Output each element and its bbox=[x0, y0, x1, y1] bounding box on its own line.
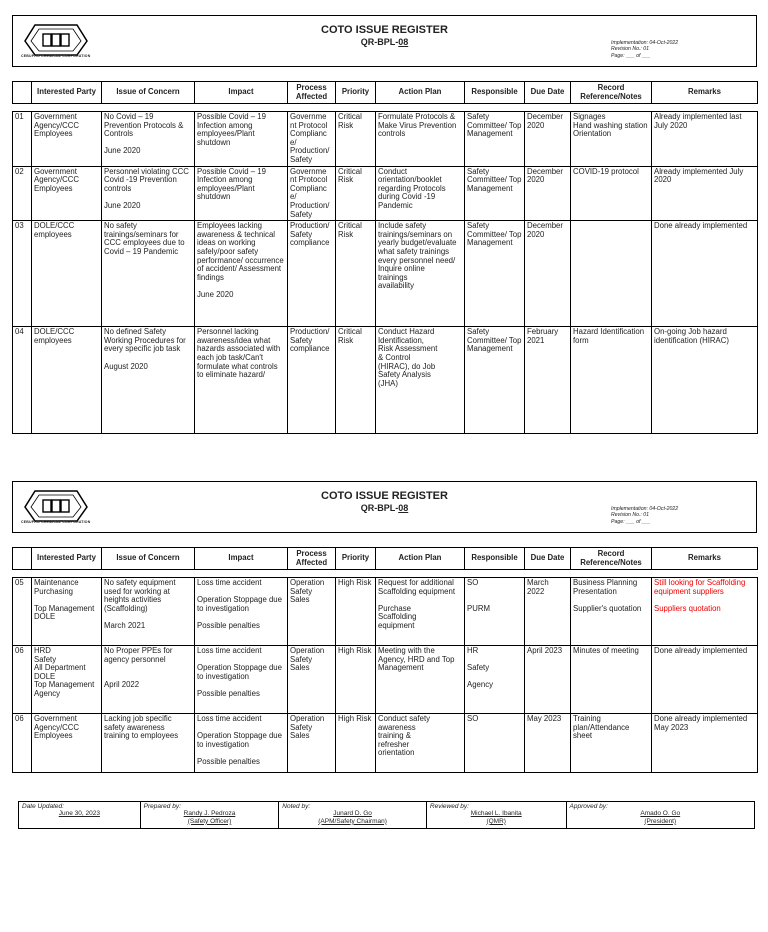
register-title: COTO ISSUE REGISTER bbox=[321, 490, 448, 502]
col-header-remarks: Remarks bbox=[652, 548, 758, 570]
signature-footer bbox=[18, 801, 755, 829]
cell-process-affected: Operation Safety Sales bbox=[288, 578, 336, 646]
col-header-issue-of-concern: Issue of Concern bbox=[102, 548, 195, 570]
cell-record-reference: COVID-19 protocol bbox=[571, 166, 652, 221]
col-header-no bbox=[13, 82, 32, 104]
cell-no: 06 bbox=[13, 714, 32, 773]
cell-interested-party: Government Agency/CCC Employees bbox=[32, 112, 102, 167]
cell-impact: Loss time accident Operation Stoppage due to investigation Possible penalties bbox=[195, 646, 288, 714]
cell-remarks: Already implemented July 2020 bbox=[652, 166, 758, 221]
footer-approved-by: Approved by: Amado O. Go (President) bbox=[569, 803, 681, 825]
cell-responsible: Safety Committee/ Top Management bbox=[465, 221, 525, 327]
cell-due-date: December 2020 bbox=[525, 166, 571, 221]
cell-issue-of-concern: Lacking job specific safety awareness training to employees bbox=[102, 714, 195, 773]
cell-responsible: Safety Committee/ Top Management bbox=[465, 166, 525, 221]
cell-priority: Critical Risk bbox=[336, 112, 376, 167]
footer-reviewed-by: Reviewed by: Michael L. Ibanita (QMR) bbox=[427, 802, 567, 828]
cell-remarks: Done already implemented bbox=[652, 221, 758, 327]
cell-no: 01 bbox=[13, 112, 32, 167]
col-header-interested-party: Interested Party bbox=[32, 548, 102, 570]
col-header-impact: Impact bbox=[195, 548, 288, 570]
issue-table-1 bbox=[12, 81, 758, 434]
cell-action-plan: Meeting with the Agency, HRD and Top Management bbox=[376, 646, 465, 714]
col-header-impact: Impact bbox=[195, 82, 288, 104]
cell-remarks: Done already implemented bbox=[652, 646, 758, 714]
cell-issue-of-concern: No Proper PPEs for agency personnel April 2022 bbox=[102, 646, 195, 714]
cell-responsible: Safety Committee/ Top Management bbox=[465, 112, 525, 167]
cell-remarks: Already implemented last July 2020 bbox=[652, 112, 758, 167]
cell-priority: High Risk bbox=[336, 578, 376, 646]
cell-issue-of-concern: No safety trainings/seminars for CCC employees due to Covid – 19 Pandemic bbox=[102, 221, 195, 327]
col-header-action-plan: Action Plan bbox=[376, 548, 465, 570]
cell-interested-party: Government Agency/CCC Employees bbox=[32, 714, 102, 773]
spacer-row bbox=[13, 570, 758, 578]
cell-responsible: SO PURM bbox=[465, 578, 525, 646]
cell-priority: High Risk bbox=[336, 714, 376, 773]
cell-action-plan: Conduct safety awareness training & refresher orientation bbox=[376, 714, 465, 773]
cell-issue-of-concern: No defined Safety Working Procedures for every specific job task August 2020 bbox=[102, 327, 195, 434]
cell-due-date: December 2020 bbox=[525, 221, 571, 327]
cell-action-plan: Conduct orientation/booklet regarding Protocols during Covid -19 Pandemic bbox=[376, 166, 465, 221]
table-row bbox=[13, 221, 758, 327]
cell-due-date: April 2023 bbox=[525, 646, 571, 714]
cell-interested-party: DOLE/CCC employees bbox=[32, 327, 102, 434]
logo-caption: CEBUPRO CHEMICAL CORPORATION bbox=[21, 54, 91, 58]
footer-date-updated: Date Updated: June 30, 2023 bbox=[19, 802, 141, 828]
cell-issue-of-concern: No Covid – 19 Prevention Protocols & Controls June 2020 bbox=[102, 112, 195, 167]
cell-remarks: On-going Job hazard identification (HIRAC) bbox=[652, 327, 758, 434]
cell-record-reference: Training plan/Attendance sheet bbox=[571, 714, 652, 773]
table-row bbox=[13, 112, 758, 167]
register-header-1 bbox=[12, 15, 757, 67]
cell-impact: Loss time accident Operation Stoppage due to investigation Possible penalties bbox=[195, 714, 288, 773]
col-header-responsible: Responsible bbox=[465, 82, 525, 104]
table-row bbox=[13, 327, 758, 434]
cell-action-plan: Formulate Protocols & Make Virus Prevention controls bbox=[376, 112, 465, 167]
cell-no: 05 bbox=[13, 578, 32, 646]
cell-process-affected: Governme nt Protocol Complianc e/ Production/ Safety bbox=[288, 112, 336, 167]
col-header-record-reference: Record Reference/Notes bbox=[571, 548, 652, 570]
cell-remarks: Still looking for Scaffolding equipment suppliers Suppliers quotation bbox=[652, 578, 758, 646]
col-header-process-affected: Process Affected bbox=[288, 82, 336, 104]
cell-remarks: Done already implemented May 2023 bbox=[652, 714, 758, 773]
cell-interested-party: HRD Safety All Department DOLE Top Management Agency bbox=[32, 646, 102, 714]
register-code: QR-BPL-08 bbox=[360, 37, 409, 47]
cell-responsible: SO bbox=[465, 714, 525, 773]
col-header-responsible: Responsible bbox=[465, 548, 525, 570]
col-header-record-reference: Record Reference/Notes bbox=[571, 82, 652, 104]
col-header-interested-party: Interested Party bbox=[32, 82, 102, 104]
col-header-no bbox=[13, 548, 32, 570]
table-row bbox=[13, 646, 758, 714]
col-header-remarks: Remarks bbox=[652, 82, 758, 104]
cell-issue-of-concern: No safety equipment used for working at heights activities (Scaffolding) March 2021 bbox=[102, 578, 195, 646]
cell-process-affected: Governme nt Protocol Complianc e/ Production/ Safety bbox=[288, 166, 336, 221]
cell-issue-of-concern: Personnel violating CCC Covid -19 Prevention controls June 2020 bbox=[102, 166, 195, 221]
cell-interested-party: Maintenance Purchasing Top Management DOLE bbox=[32, 578, 102, 646]
cell-responsible: HR Safety Agency bbox=[465, 646, 525, 714]
cell-record-reference: Signages Hand washing station Orientation bbox=[571, 112, 652, 167]
spacer-row bbox=[13, 104, 758, 112]
cell-priority: Critical Risk bbox=[336, 327, 376, 434]
cell-process-affected: Operation Safety Sales bbox=[288, 714, 336, 773]
table-row bbox=[13, 578, 758, 646]
cell-priority: High Risk bbox=[336, 646, 376, 714]
col-header-process-affected: Process Affected bbox=[288, 548, 336, 570]
cell-process-affected: Production/ Safety compliance bbox=[288, 221, 336, 327]
cell-impact: Personnel lacking awareness/idea what hazards associated with each job task/Can't formulate what controls to eliminate hazard/ bbox=[195, 327, 288, 434]
cell-due-date: February 2021 bbox=[525, 327, 571, 434]
col-header-due-date: Due Date bbox=[525, 82, 571, 104]
col-header-due-date: Due Date bbox=[525, 548, 571, 570]
cell-no: 02 bbox=[13, 166, 32, 221]
cell-no: 04 bbox=[13, 327, 32, 434]
col-header-issue-of-concern: Issue of Concern bbox=[102, 82, 195, 104]
cell-action-plan: Request for additional Scaffolding equipment Purchase Scaffolding equipment bbox=[376, 578, 465, 646]
cell-interested-party: Government Agency/CCC Employees bbox=[32, 166, 102, 221]
cell-process-affected: Operation Safety Sales bbox=[288, 646, 336, 714]
cell-priority: Critical Risk bbox=[336, 221, 376, 327]
footer-prepared-by: Prepared by: Randy J. Pedroza (Safety Officer) bbox=[141, 802, 280, 828]
col-header-priority: Priority bbox=[336, 82, 376, 104]
cell-impact: Possible Covid – 19 Infection among employees/Plant shutdown bbox=[195, 166, 288, 221]
logo-caption: CEBUPRO CHEMICAL CORPORATION bbox=[21, 520, 91, 524]
register-meta: Implementation: 04-Oct-2022 Revision No.: 01 Page: ___ of ___ bbox=[611, 40, 679, 59]
cell-record-reference: Minutes of meeting bbox=[571, 646, 652, 714]
cell-no: 06 bbox=[13, 646, 32, 714]
col-header-action-plan: Action Plan bbox=[376, 82, 465, 104]
cell-due-date: December 2020 bbox=[525, 112, 571, 167]
issue-table-2 bbox=[12, 547, 758, 773]
table-row bbox=[13, 714, 758, 773]
register-meta: Implementation: 04-Oct-2022 Revision No.: 01 Page: ___ of ___ bbox=[611, 506, 679, 525]
cell-action-plan: Conduct Hazard Identification, Risk Assessment & Control (HIRAC), do Job Safety Analysis (JHA) bbox=[376, 327, 465, 434]
table-row bbox=[13, 166, 758, 221]
cell-due-date: May 2023 bbox=[525, 714, 571, 773]
register-code: QR-BPL-08 bbox=[360, 503, 409, 513]
cell-process-affected: Production/ Safety compliance bbox=[288, 327, 336, 434]
col-header-priority: Priority bbox=[336, 548, 376, 570]
cell-record-reference: Business Planning Presentation Supplier's quotation bbox=[571, 578, 652, 646]
cell-interested-party: DOLE/CCC employees bbox=[32, 221, 102, 327]
cell-impact: Loss time accident Operation Stoppage due to investigation Possible penalties bbox=[195, 578, 288, 646]
cell-record-reference bbox=[571, 221, 652, 327]
cell-action-plan: Include safety trainings/seminars on yearly budget/evaluate what safety trainings every personnel need/ Inquire online trainings availability bbox=[376, 221, 465, 327]
footer-noted-by: Noted by: Junard D. Go (APM/Safety Chairman) bbox=[279, 802, 427, 828]
cell-responsible: Safety Committee/ Top Management bbox=[465, 327, 525, 434]
cell-priority: Critical Risk bbox=[336, 166, 376, 221]
cell-record-reference: Hazard Identification form bbox=[571, 327, 652, 434]
cell-impact: Possible Covid – 19 Infection among employees/Plant shutdown bbox=[195, 112, 288, 167]
register-header-2 bbox=[12, 481, 757, 533]
cell-no: 03 bbox=[13, 221, 32, 327]
cell-impact: Employees lacking awareness & technical ideas on working safely/poor safety performance/ occurrence of accident/ Assessment findings June 2020 bbox=[195, 221, 288, 327]
cell-due-date: March 2022 bbox=[525, 578, 571, 646]
register-title: COTO ISSUE REGISTER bbox=[321, 24, 448, 36]
